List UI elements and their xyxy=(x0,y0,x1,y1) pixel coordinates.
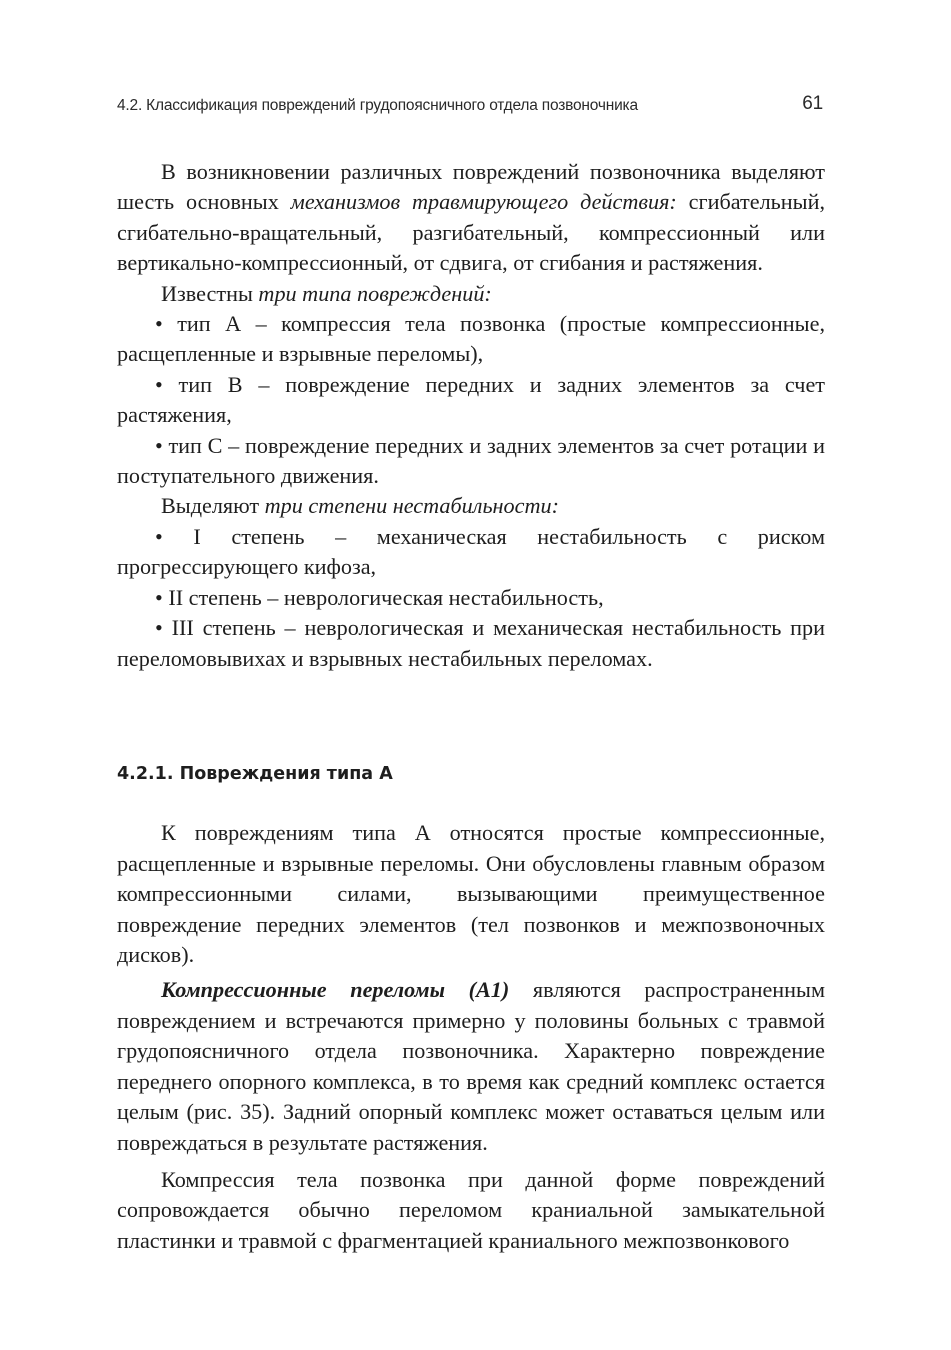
list-item-type-c: • тип С – повреждение передних и задних элементов за счет ротации и поступательного движения. xyxy=(117,432,825,489)
list-item-degree-2: • II степень – неврологическая нестабильность, xyxy=(155,584,604,610)
list-item-degree-3: • III степень – неврологическая и механическая нестабильность при переломовывихах и взрывных нестабильных переломах. xyxy=(117,615,825,671)
mechanisms-emphasis: механизмов травмирующего действия: xyxy=(290,189,677,215)
types-lead-paragraph xyxy=(117,279,825,309)
list-item-type-a: • тип А – компрессия тела позвонка (простые компрессионные, расщепленные и взрывные переломы), xyxy=(117,311,825,367)
compression-fractures-term: Компрессионные переломы (А1) xyxy=(161,976,510,1002)
mechanisms-text-end: сгибательный, сгибательно-вращательный, разгибательный, компрессионный или вертикально-компрессионный, от сдвига, от сгибания и растяжения. xyxy=(117,189,825,276)
running-header-title: 4.2. Классификация повреждений грудопоясничного отдела позвоночника xyxy=(117,97,638,114)
intro-text xyxy=(117,157,825,674)
mechanisms-text-start: В возникновении различных повреждений позвоночника выделяют шесть основных xyxy=(117,159,825,215)
types-lead-text: Известны xyxy=(161,280,259,306)
page-number: 61 xyxy=(802,93,823,114)
compression-fractures-text: являются распространенным повреждением и встречаются примерно у половины больных с травмой грудопоясничного отдела позвоночника. Характерно повреждение переднего опорного комплекса, в то время как средний комплекс остается целым (рис. 35). Задний опорный комплекс может оставаться целым или повреждаться в результате растяжения. xyxy=(117,976,825,1155)
instability-lead-text: Выделяют xyxy=(161,493,265,519)
instability-lead-emphasis: три степени нестабильности: xyxy=(264,493,559,519)
compression-fractures-paragraph xyxy=(117,975,825,1159)
list-item-type-b: • тип В – повреждение передних и задних элементов за счет растяжения, xyxy=(117,371,825,428)
types-lead-emphasis: три типа повреждений: xyxy=(258,280,492,306)
running-header xyxy=(117,94,825,118)
section-text xyxy=(117,818,825,1256)
vertebral-compression-paragraph: Компрессия тела позвонка при данной форме повреждений сопровождается обычно переломом краниальной замыкательной пластинки и травмой с фрагментацией краниального межпозвонкового xyxy=(117,1166,825,1253)
list-item-degree-1: • I степень – механическая нестабильность с риском прогрессирующего кифоза, xyxy=(117,523,825,580)
mechanisms-paragraph xyxy=(117,157,825,279)
type-a-overview-paragraph: К повреждениям типа А относятся простые компрессионные, расщепленные и взрывные переломы. Они обусловлены главным образом компрессионными силами, вызывающими преимущественное повреждение передних элементов (тел позвонков и межпозвоночных дисков). xyxy=(117,820,825,968)
section-heading: 4.2.1. Повреждения типа А xyxy=(117,764,393,784)
instability-lead-paragraph xyxy=(117,491,825,521)
